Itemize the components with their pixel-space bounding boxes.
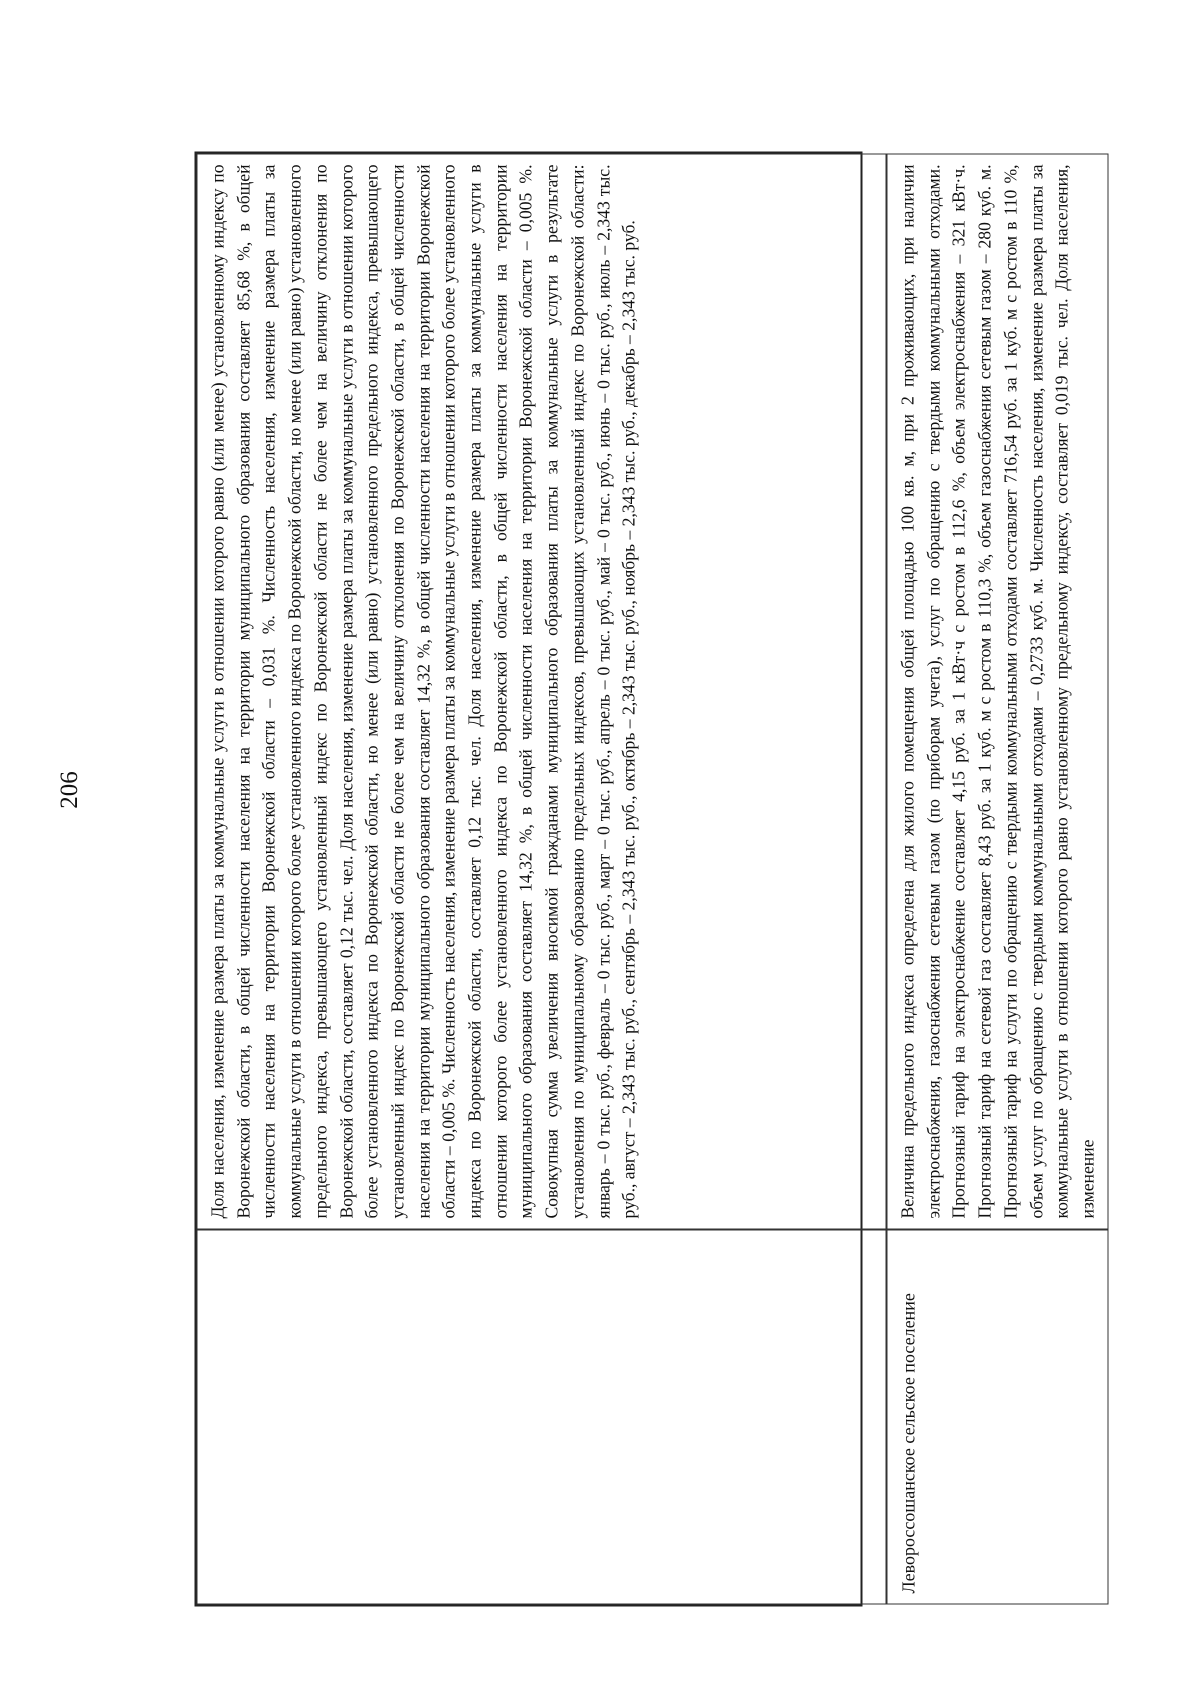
index-description-cell-2: Величина предельного индекса определена для жилого помещения общей площадью 100 кв. м, при 2 проживающих, при наличии электроснабжения, газоснабжения сетевым газом (по приборам учета), услуг по обращению с твердыми коммунальными отходами. Прогнозный тариф на электроснабжение составляет 4,15 руб. за 1 кВт·ч с ростом в 112,6 %, объем электроснабжения – 321 кВт·ч. Прогнозный тариф на сетевой газ составляет 8,43 руб. за 1 куб. м с ростом в 110,3 %, объем газоснабжения сетевым газом – 280 куб. м. Прогнозный тариф на услуги по обращению с твердыми коммунальными отходами составляет 716,54 руб. за 1 куб. м с ростом в 110 %, объем услуг по обращению с твердыми коммунальными отходами – 0,2733 куб. м. Численность населения, изменение размера платы за коммунальные услуги в отношении которого равно установленному предельному индексу, составляет 0,019 тыс. чел. Доля населения, изменение — [886, 153, 1108, 1229]
municipality-name-cell-1 — [196, 1229, 886, 1604]
index-table — [194, 151, 1097, 1606]
index-description-cell-1: Доля населения, изменение размера платы за коммунальные услуги в отношении которого равно (или менее) установленному индексу по Воронежской области, в общей численности населения на территории муниципального образования составляет 85,68 %, в общей численности населения на территории Воронежской области – 0,031 %. Численность населения, изменение размера платы за коммунальные услуги в отношении которого более установленного индекса по Воронежской области, но менее (или равно) установленного предельного индекса, превышающего установленный индекс по Воронежской области не более чем на величину отклонения по Воронежской области, составляет 0,12 тыс. чел. Доля населения, изменение размера платы за коммунальные услуги в отношении которого более установленного индекса по Воронежской области, но менее (или равно) установленного предельного индекса, превышающего установленный индекс по Воронежской области не более чем на величину отклонения по Воронежской области, в общей численности населения на территории муниципального образования составляет 14,32 %, в общей численности населения на территории Воронежской области – 0,005 %. Численность населения, изменение размера платы за коммунальные услуги в отношении которого более установленного индекса по Воронежской области, составляет 0,12 тыс. чел. Доля населения, изменение размера платы за коммунальные услуги в отношении которого более установленного индекса по Воронежской области, в общей численности населения на территории муниципального образования составляет 14,32 %, в общей численности населения на территории Воронежской области – 0,005 %. Совокупная сумма увеличения вносимой гражданами муниципального образования платы за коммунальные услуги в результате установления по муниципальному образованию предельных индексов, превышающих установленный индекс по Воронежской области: январь – 0 тыс. руб., февраль – 0 тыс. руб., март – 0 тыс. руб., апрель – 0 тыс. руб., май – 0 тыс. руб., июнь – 0 тыс. руб., июль – 2,343 тыс. руб., август – 2,343 тыс. руб., сентябрь – 2,343 тыс. руб., октябрь – 2,343 тыс. руб., ноябрь – 2,343 тыс. руб., декабрь – 2,343 тыс. руб. — [196, 153, 886, 1229]
municipality-name-cell-2: Левороссошанское сельское поселение — [886, 1229, 1108, 1604]
page-number: 206 — [56, 771, 83, 809]
